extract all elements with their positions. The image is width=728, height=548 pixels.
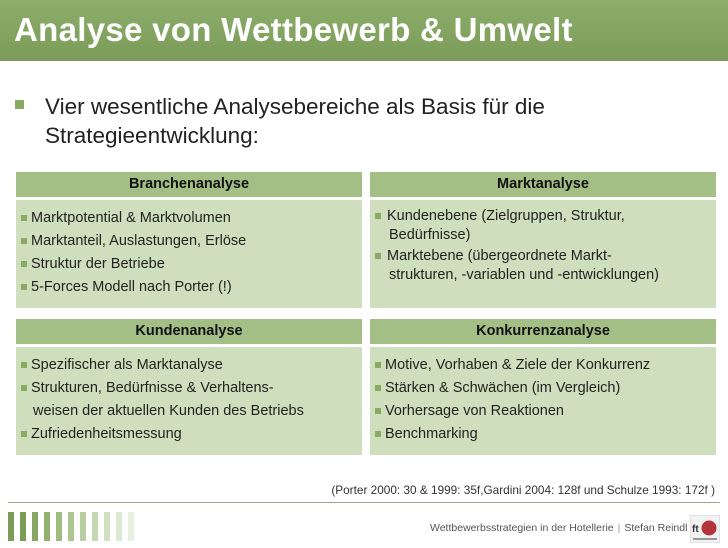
box-body [370, 347, 716, 455]
main-bullet [15, 92, 715, 150]
footer-divider [8, 502, 720, 503]
box-heading: Kundenanalyse [16, 319, 362, 344]
box-body [370, 200, 716, 308]
bullet-square-icon [375, 253, 381, 259]
list-item-text: Motive, Vorhaben & Ziele der Konkurrenz [385, 357, 651, 373]
list-item-text: 5-Forces Modell nach Porter (!) [31, 279, 232, 295]
footer-bar [8, 512, 14, 541]
footer-bar [68, 512, 74, 541]
title-bar [0, 0, 728, 61]
footer-text [430, 522, 687, 534]
list-item-text: Marktebene (übergeordnete Markt- [387, 248, 612, 264]
kundenanalyse-box [16, 319, 362, 455]
list-item-text: Benchmarking [385, 426, 478, 442]
bullet-square-icon [21, 261, 27, 267]
footer-separator: | [617, 522, 621, 534]
box-heading: Branchenanalyse [16, 172, 362, 197]
list-item-text: Spezifischer als Marktanalyse [31, 357, 223, 373]
bullet-square-icon [375, 362, 381, 368]
bullet-square-icon [21, 215, 27, 221]
bullet-square-icon [21, 362, 27, 368]
bullet-square-icon [21, 238, 27, 244]
list-item-text: Strukturen, Bedürfnisse & Verhaltens- [31, 380, 274, 396]
bullet-square-icon [375, 408, 381, 414]
list-item-text: Kundenebene (Zielgruppen, Struktur, [387, 208, 625, 224]
footer-bar [80, 512, 86, 541]
list-item [375, 377, 716, 400]
bullet-square-icon [21, 284, 27, 290]
list-item-text: weisen der aktuellen Kunden des Betriebs [33, 403, 304, 419]
footer-bar [104, 512, 110, 541]
footer-bar [116, 512, 122, 541]
main-bullet-text: Vier wesentliche Analysebereiche als Basis für die Strategieentwicklung: [45, 94, 545, 148]
footer-bar [56, 512, 62, 541]
box-body [16, 200, 362, 308]
footer-bar [92, 512, 98, 541]
footer-bar [128, 512, 134, 541]
logo-text: ft [692, 524, 699, 535]
logo-icon [690, 515, 720, 543]
list-item [375, 423, 716, 446]
box-heading: Konkurrenzanalyse [370, 319, 716, 344]
slide-title: Analyse von Wettbewerb & Umwelt [14, 11, 573, 48]
list-item-text: Marktpotential & Marktvolumen [31, 210, 231, 226]
list-item-text: Vorhersage von Reaktionen [385, 403, 564, 419]
konkurrenzanalyse-box [370, 319, 716, 455]
bullet-square-icon [375, 431, 381, 437]
list-item [21, 207, 362, 230]
list-item [375, 400, 716, 423]
list-item-text-continued: strukturen, -variablen und -entwicklungen) [389, 267, 659, 283]
list-item-text: Marktanteil, Auslastungen, Erlöse [31, 233, 247, 249]
footer-author: Stefan Reindl [624, 522, 688, 534]
list-item [21, 377, 362, 400]
list-item [21, 276, 362, 299]
branchenanalyse-box [16, 172, 362, 308]
list-item [375, 354, 716, 377]
list-item-text: Zufriedenheitsmessung [31, 426, 182, 442]
box-heading: Marktanalyse [370, 172, 716, 197]
bullet-square-icon [375, 213, 381, 219]
list-item-text-continued: Bedürfnisse) [389, 227, 471, 243]
list-item [21, 423, 362, 446]
box-body [16, 347, 362, 455]
list-item-continued [21, 400, 362, 423]
list-item [21, 354, 362, 377]
list-item [375, 207, 716, 245]
footer-bar [32, 512, 38, 541]
footer-bar [44, 512, 50, 541]
marktanalyse-box [370, 172, 716, 308]
list-item [375, 247, 716, 285]
footer-bar [20, 512, 26, 541]
bullet-square-icon [21, 431, 27, 437]
list-item-text: Stärken & Schwächen (im Vergleich) [385, 380, 621, 396]
bullet-square-icon [375, 385, 381, 391]
footer-title: Wettbewerbsstrategien in der Hotellerie [430, 522, 614, 534]
list-item [21, 230, 362, 253]
bullet-square-icon [21, 385, 27, 391]
list-item-text: Struktur der Betriebe [31, 256, 165, 272]
list-item [21, 253, 362, 276]
citation: (Porter 2000: 30 & 1999: 35f,Gardini 2004: 128f und Schulze 1993: 172f ) [331, 483, 715, 497]
bullet-square-icon [15, 100, 24, 109]
